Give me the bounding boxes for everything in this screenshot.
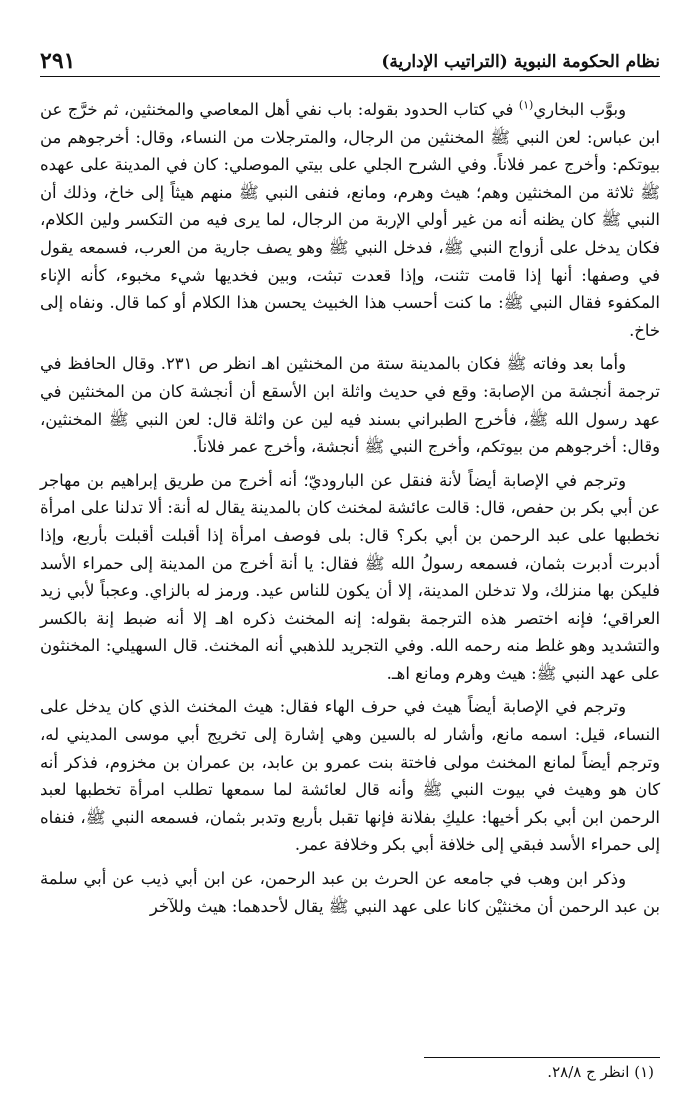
- paragraph-1: [40, 96, 660, 344]
- paragraph-3: وترجم في الإصابة أيضاً لأنة فنقل عن الباروديّ؛ أنه أخرج من طريق إبراهيم بن مهاجر عن أبي بكر بن حفص، قال: قالت عائشة لمخنث كان بالمدينة يقال له أنة: ألا تدلنا على امرأة نخطبها على عبد الرحمن بن أبي بكر؟ قال: بلى فوصف امرأة إذا أقبلت أقبلت بأربع، وإذا أدبرت أدبرت بثمان، فسمعه رسولُ الله ﷺ فقال: يا أنة أخرج من المدينة إلى حمراء الأسد فليكن بها منزلك، ولا تدخلن المدينة، إلا أن يكون للناس عيد. ورمز له بالزاي. وعجباً لأبي زيد العراقي؛ فإنه اختصر هذه الترجمة بقوله: إنه المخنث ذكره اهـ إلا أنه ضبط إنة بالكسر والتشديد وهو غلط منه رحمه الله. وفي التجريد للذهبي أنه المخنث. قال السهيلي: المخنثون على عهد النبي ﷺ: هيث وهرم ومانع اهـ.: [40, 470, 660, 683]
- paragraph-4: وترجم في الإصابة أيضاً هيث في حرف الهاء فقال: هيث المخنث الذي كان يدخل على النساء، قيل: اسمه مانع، وأشار له بالسين وهي إشارة إلى تخريج أبي موسى المديني له، وترجم أيضاً لمانع المخنث مولى فاختة بنت عمرو بن عابد، بن عمران بن مخزوم، فذكر أنه كان هو وهيث في بيوت النبي ﷺ وأنه قال لعائشة لما سمعها تطلب امرأة تخطبها لعبد الرحمن ابن أبي بكر أخيها: عليكِ بفلانة فإنها تقبل بأربع وتدبر بثمان، فسمعه النبي ﷺ، فنفاه إلى حمراء الأسد فبقي إلى خلافة أبي بكر وخلافة عمر.: [40, 697, 660, 855]
- paragraph-1-text: في كتاب الحدود بقوله: باب نفي أهل المعاصي والمخنثين، ثم خرَّج عن ابن عباس: لعن النبي ﷺ المخنثين من الرجال، والمترجلات من النساء، وقال: أخرجوهم من بيوتكم: وأخرج عمر فلاناً. وفي الشرح الجلي على بيتي الموصلي: كان في المدينة على عهده ﷺ ثلاثة من المخنثين وهم؛ هيث وهرم، ومانع، فنفى النبي ﷺ منهم هيثاً إلى خاخ، وذلك أن النبي ﷺ كان يظنه أنه من غير أولي الإربة من الرجال، لما يرى فيه من التكسر ولين الكلام، فكان يدخل على أزواج النبي ﷺ، فدخل النبي ﷺ وهو يصف جارية من العرب، فسمعه يقول في وصفها: أنها إذا قامت تثنت، وإذا قعدت تبثت، وبين فخديها شيء مخبوء، كأنه الإناء المكفوء فقال النبي ﷺ: ما كنت أحسب هذا الخبيث يحسن هذا الكلام أو كما قال. ونفاه إلى خاخ.: [40, 100, 660, 340]
- paragraph-5: وذكر ابن وهب في جامعه عن الحرث بن عبد الرحمن، عن ابن أبي ذيب عن أبي سلمة بن عبد الرحمن أن مخنثيْن كانا على عهد النبي ﷺ يقال لأحدهما: هيث وللآخر: [40, 869, 660, 916]
- footnote-separator: [424, 1057, 660, 1058]
- footnote-reference[interactable]: (١): [518, 98, 534, 112]
- paragraph-2: وأما بعد وفاته ﷺ فكان بالمدينة ستة من المخنثين اهـ انظر ص ٢٣١. وقال الحافظ في ترجمة أنجشة من الإصابة: وقع في حديث واثلة ابن الأسقع أن أنجشة كان من المخنثين في عهد رسول الله ﷺ، فأخرج الطبراني بسند فيه لين عن واثلة قال: لعن النبي ﷺ المخنثين، وقال: أخرجوهم من بيوتكم، وأخرج النبي ﷺ أنجشة، وأخرج عمر فلاناً.: [40, 354, 660, 457]
- body-text: [40, 96, 660, 926]
- page-header: [40, 42, 660, 77]
- running-title: نظام الحكومة النبوية (التراتيب الإدارية): [381, 52, 660, 72]
- footnote: (١) انظر ج ٢٨/٨.: [547, 1063, 654, 1081]
- paragraph-1-lead: وبوَّب البخاري: [533, 100, 626, 119]
- page-number: ٢٩١: [40, 48, 76, 74]
